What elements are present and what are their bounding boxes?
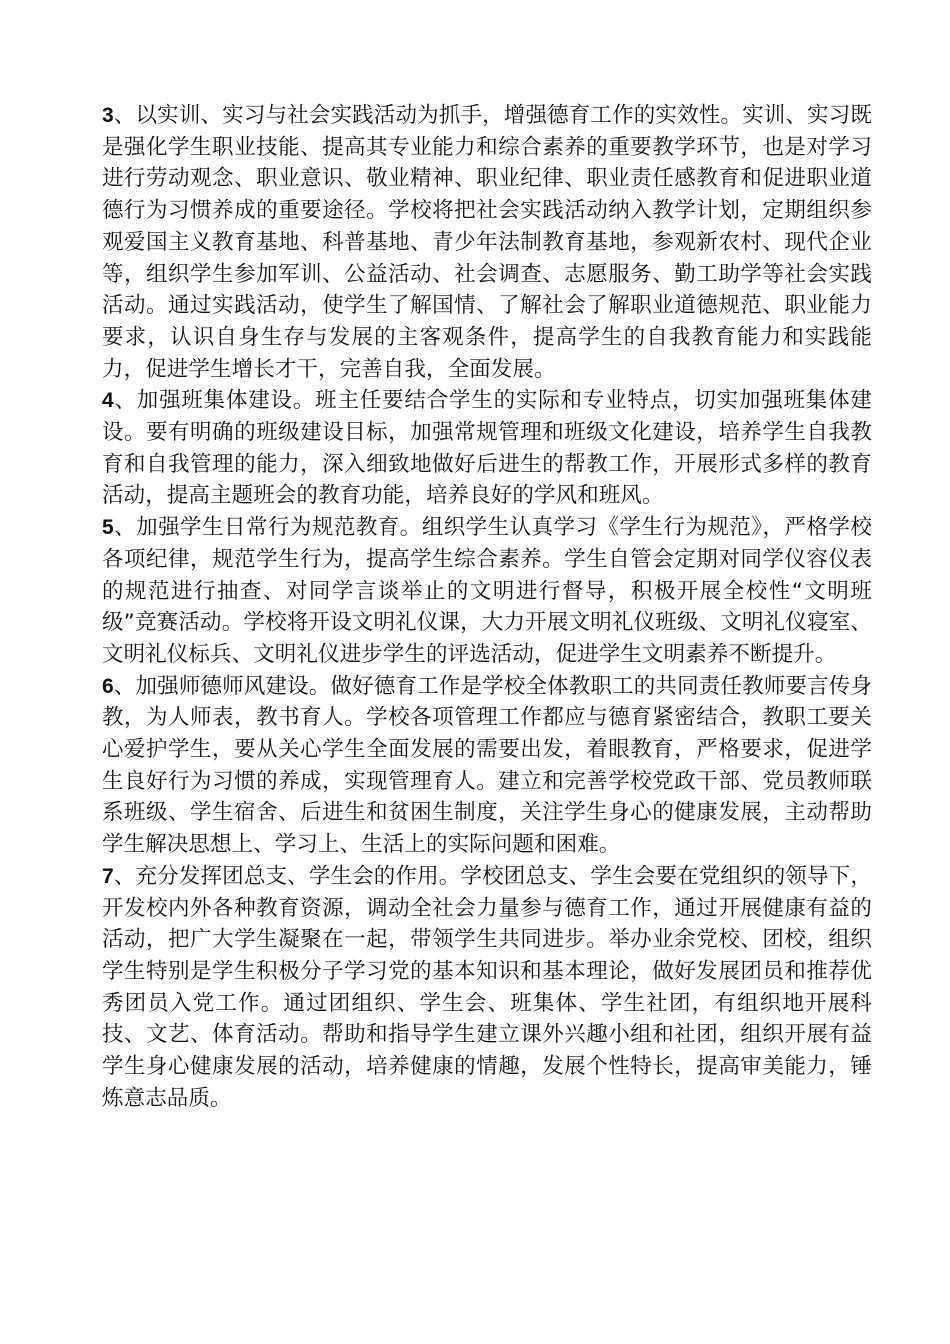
paragraph-number: 7	[102, 864, 114, 888]
paragraph-4	[102, 385, 872, 512]
paragraph-text: 、加强班集体建设。班主任要结合学生的实际和专业特点，切实加强班集体建设。要有明确的班级建设目标，加强常规管理和班级文化建设，培养学生自我教育和自我管理的能力，深入细致地做好后进生的帮教工作，开展形式多样的教育活动，提高主题班会的教育功能，培养良好的学风和班风。	[102, 388, 872, 509]
paragraph-number: 3	[102, 104, 114, 127]
paragraph-text: 、加强师德师风建设。做好德育工作是学校全体教职工的共同责任教师要言传身教，为人师表，教书育人。学校各项管理工作都应与德育紧密结合，教职工要关心爱护学生，要从关心学生全面发展的需要出发，着眼教育，严格要求，促进学生良好行为习惯的养成，实现管理育人。建立和完善学校党政干部、党员教师联系班级、学生宿舍、后进生和贫困生制度，关注学生身心的健康发展，主动帮助学生解决思想上、学习上、生活上的实际问题和困难。	[102, 673, 872, 858]
paragraph-text: 、以实训、实习与社会实践活动为抓手，增强德育工作的实效性。实训、实习既是强化学生职业技能、提高其专业能力和综合素养的重要教学环节，也是对学习进行劳动观念、职业意识、敬业精神、职业纪律、职业责任感教育和促进职业道德行为习惯养成的重要途径。学校将把社会实践活动纳入教学计划，定期组织参观爱国主义教育基地、科普基地、青少年法制教育基地，参观新农村、现代企业等，组织学生参加军训、公益活动、社会调查、志愿服务、勤工助学等社会实践活动。通过实践活动，使学生了解国情、了解社会了解职业道德规范、职业能力要求，认识自身生存与发展的主客观条件，提高学生的自我教育能力和实践能力，促进学生增长才干，完善自我，全面发展。	[102, 103, 872, 382]
paragraph-3	[102, 100, 872, 385]
paragraph-text: 、充分发挥团总支、学生会的作用。学校团总支、学生会要在党组织的领导下，开发校内外各种教育资源，调动全社会力量参与德育工作，通过开展健康有益的活动，把广大学生凝聚在一起，带领学生共同进步。举办业余党校、团校，组织学生特别是学生积极分子学习党的基本知识和基本理论，做好发展团员和推荐优秀团员入党工作。通过团组织、学生会、班集体、学生社团，有组织地开展科技、文艺、体育活动。帮助和指导学生建立课外兴趣小组和社团，组织开展有益学生身心健康发展的活动，培养健康的情趣，发展个性特长，提高审美能力，锤炼意志品质。	[102, 863, 872, 1111]
paragraph-7	[102, 861, 872, 1115]
paragraph-number: 5	[102, 516, 114, 540]
paragraph-text: 、加强学生日常行为规范教育。组织学生认真学习《学生行为规范》，严格学校各项纪律，规范学生行为，提高学生综合素养。学生自管会定期对同学仪容仪表的规范进行抽查、对同学言谈举止的文明进行督导，积极开展全校性“文明班级”竞赛活动。学校将开设文明礼仪课，大力开展文明礼仪班级、文明礼仪寝室、文明礼仪标兵、文明礼仪进步学生的评选活动，促进学生文明素养不断提升。	[102, 515, 872, 667]
paragraph-number: 6	[102, 674, 114, 698]
paragraph-5	[102, 512, 872, 671]
document-body	[102, 100, 872, 1115]
paragraph-number: 4	[102, 389, 114, 413]
paragraph-6	[102, 671, 872, 861]
